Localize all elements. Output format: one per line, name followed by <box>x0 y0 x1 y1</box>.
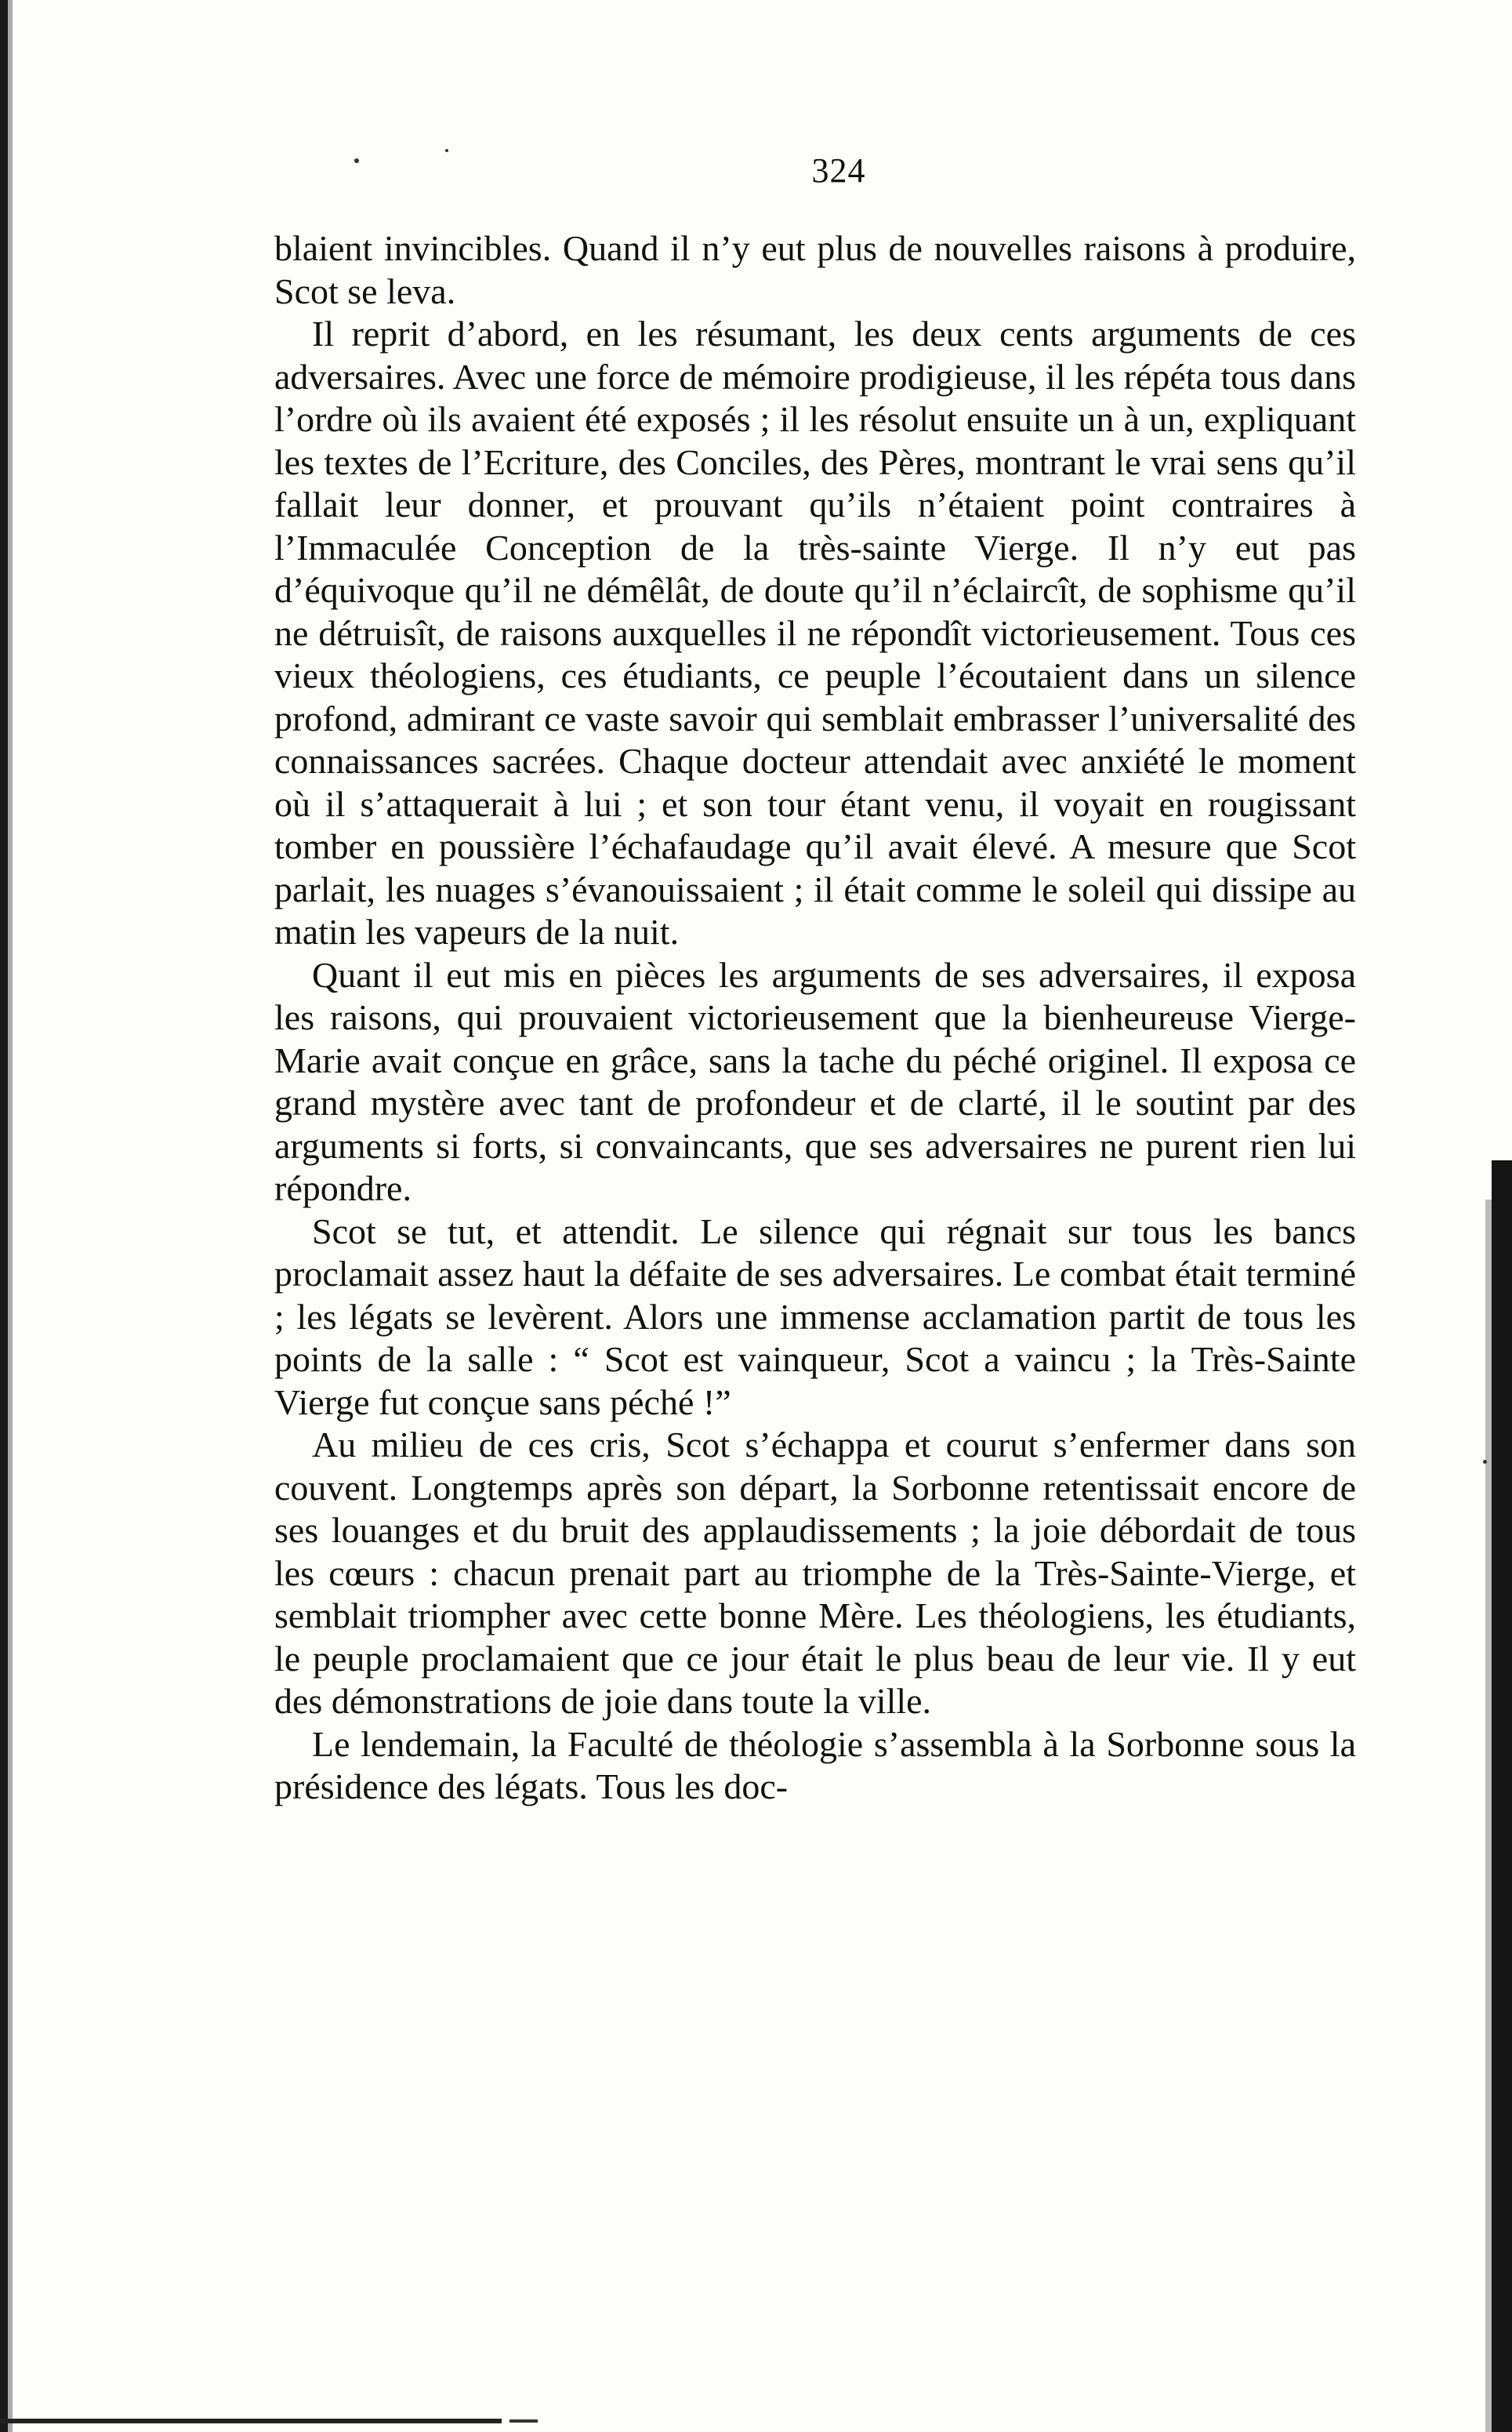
scan-left-border <box>0 0 8 2432</box>
scan-right-border <box>1492 1160 1512 2432</box>
paragraph-1: blaient invincibles. Quand il n’y eut plus de nouvelles raisons à produire, Scot se leva. <box>274 228 1356 311</box>
scan-bottom-rule-dash <box>509 2419 538 2423</box>
paragraph-4: Scot se tut, et attendit. Le silence qui régnait sur tous les bancs proclamait assez haut la défaite de ses adversaires. Le combat était terminé ; les légats se levèrent. Alors une immense acclamation partit de tous les points de la salle : “ Scot est vainqueur, Scot a vaincu ; la Très-Sainte Vierge fut conçue sans péché !” <box>274 1211 1356 1422</box>
scan-right-shadow <box>1485 1200 1492 2432</box>
paragraph-5: Au milieu de ces cris, Scot s’échappa et courut s’enfermer dans son couvent. Longtemps après son départ, la Sorbonne retentissait encore de ses louanges et du bruit des applaudissements ; la joie débordait de tous les cœurs : chacun prenait part au triomphe de la Très-Sainte-Vierge, et semblait triompher avec cette bonne Mère. Les théologiens, les étudiants, le peuple proclamaient que ce jour était le plus beau de leur vie. Il y eut des démonstrations de joie dans toute la ville. <box>274 1425 1356 1721</box>
paragraph-6: Le lendemain, la Faculté de théologie s’assembla à la Sorbonne sous la présidence des légats. Tous les doc- <box>274 1723 1356 1806</box>
body-text <box>274 227 1356 1809</box>
scan-left-shadow <box>8 0 13 2432</box>
paragraph-2: Il reprit d’abord, en les résumant, les deux cents arguments de ces adversaires. Avec une force de mémoire prodigieuse, il les répéta tous dans l’ordre où ils avaient été exposés ; il les résolut ensuite un à un, expliquant les textes de l’Ecriture, des Conciles, des Pères, montrant le vrai sens qu’il fallait leur donner, et prouvant qu’ils n’étaient point contraires à l’Immaculée Conception de la très-sainte Vierge. Il n’y eut pas d’équivoque qu’il ne démêlât, de doute qu’il n’éclaircît, de sophisme qu’il ne détruisît, de raisons auxquelles il ne répondît victorieusement. Tous ces vieux théologiens, ces étudiants, ce peuple l’écoutaient dans un silence profond, admirant ce vaste savoir qui semblait embrasser l’universalité des connaissances sacrées. Chaque docteur attendait avec anxiété le moment où il s’attaquerait à lui ; et son tour étant venu, il voyait en rougissant tomber en poussière l’échafaudage qu’il avait élevé. A mesure que Scot parlait, les nuages s’évanouissaient ; il était comme le soleil qui dissipe au matin les vapeurs de la nuit. <box>274 314 1356 952</box>
page-number: 324 <box>811 151 866 190</box>
scan-bottom-rule <box>0 2419 502 2423</box>
paragraph-3: Quant il eut mis en pièces les arguments de ses adversaires, il exposa les raisons, qui prouvaient victorieusement que la bienheureuse Vierge-Marie avait conçue en grâce, sans la tache du péché originel. Il exposa ce grand mystère avec tant de profondeur et de clarté, il le soutint par des arguments si forts, si convaincants, que ses adversaires ne purent rien lui répondre. <box>274 954 1356 1208</box>
scan-speck <box>1483 1460 1487 1464</box>
